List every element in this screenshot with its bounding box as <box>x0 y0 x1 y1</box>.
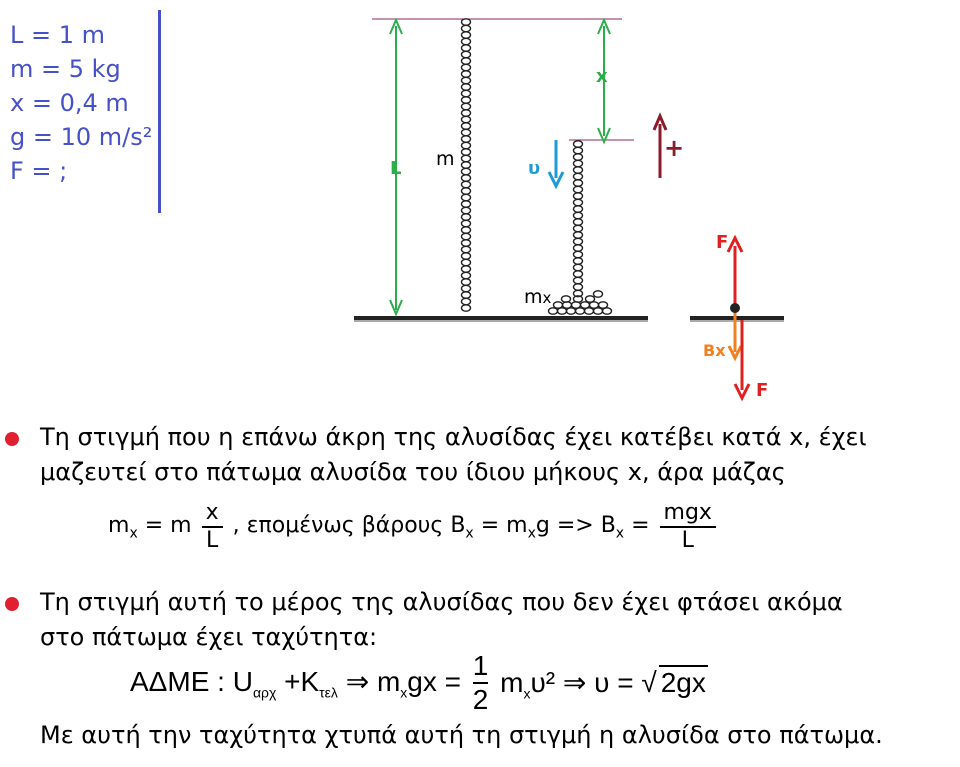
chain-link <box>462 266 471 272</box>
chain-link <box>462 214 471 220</box>
given-displacement: x = 0,4 m <box>10 89 129 117</box>
bullet-1 <box>5 432 19 446</box>
chain-link <box>462 142 471 148</box>
equation-1: $m_x = m$ $\frac{x}{L}$ , επομένως βάρους $B_x = m_xg => B_x$ = $\frac{\text{mgx}}{L}$ <box>108 500 719 554</box>
chain-link <box>574 206 583 212</box>
chain-link <box>462 38 471 44</box>
chain-link <box>462 279 471 285</box>
chain-link <box>574 186 583 192</box>
given-unknown-force: F = ; <box>10 157 68 185</box>
chain-link <box>574 232 583 238</box>
chain-link <box>549 308 558 314</box>
chain-link <box>574 245 583 251</box>
contact-point <box>730 303 740 313</box>
equation-2: ΑΔΜΕ : $U_{\alpha\rho\chi} +K_{\tau\varepsilon\lambda}$ ⇒ $m_xgx$ = $\frac{1}{2}$ $m_x\upsilon^2$ ⇒ υ = √ 2gx <box>130 650 706 715</box>
chain-link <box>462 240 471 246</box>
chain-link <box>462 188 471 194</box>
chain-link <box>462 207 471 213</box>
chain-link <box>574 238 583 244</box>
chain-link <box>462 259 471 265</box>
chain-link <box>574 167 583 173</box>
chain-link <box>574 199 583 205</box>
chain-link <box>574 173 583 179</box>
force-up-label: F <box>716 232 729 253</box>
chain-link <box>462 64 471 70</box>
paragraph-2: Τη στιγμή αυτή το μέρος της αλυσίδας που δεν έχει φτάσει ακόμα στο πάτωμα έχει ταχύτητα: <box>40 588 843 651</box>
chain-link <box>462 305 471 311</box>
chain-link <box>574 193 583 199</box>
chain-link <box>462 97 471 103</box>
chain-link <box>462 103 471 109</box>
chain-link <box>462 25 471 31</box>
chain-link <box>462 51 471 57</box>
paragraph-1: Τη στιγμή που η επάνω άκρη της αλυσίδας έχει κατέβει κατά x, έχει μαζευτεί στο πάτωμα αλυσίδα του ίδιου μήκους x, άρα μάζας <box>40 423 867 486</box>
chain-link <box>462 272 471 278</box>
chain-link <box>462 116 471 122</box>
chain-link <box>462 181 471 187</box>
weight-label: Bx <box>703 341 726 360</box>
chain-link <box>462 110 471 116</box>
force-down-label: F <box>756 380 769 401</box>
chain-link <box>574 154 583 160</box>
chain-link <box>574 271 583 277</box>
chain-link <box>574 284 583 290</box>
given-length: L = 1 m <box>10 21 106 49</box>
chain-link <box>462 90 471 96</box>
chain-link <box>462 32 471 38</box>
chain-link <box>462 149 471 155</box>
chain-link <box>462 201 471 207</box>
chain-link <box>581 302 590 308</box>
falling-chain <box>574 141 583 297</box>
chain-link <box>594 291 603 297</box>
chain-link <box>462 194 471 200</box>
chain-link <box>462 45 471 51</box>
force-diagram-ground <box>690 316 784 320</box>
mass-label: m <box>436 148 455 170</box>
chain-pile <box>549 291 612 314</box>
full-chain <box>462 19 471 311</box>
chain-link <box>462 220 471 226</box>
chain-link <box>462 123 471 129</box>
chain-link <box>462 71 471 77</box>
pile-mass-label: mx <box>524 286 552 308</box>
chain-link <box>574 251 583 257</box>
chain-link <box>462 155 471 161</box>
chain-link <box>462 298 471 304</box>
plus-sign-label: + <box>664 134 685 162</box>
chain-link <box>574 212 583 218</box>
chain-link <box>574 225 583 231</box>
displacement-label: x <box>596 66 608 87</box>
chain-link <box>462 19 471 25</box>
chain-link <box>574 147 583 153</box>
chain-link <box>574 264 583 270</box>
chain-link <box>574 160 583 166</box>
chain-link <box>462 292 471 298</box>
chain-link <box>574 141 583 147</box>
chain-link <box>462 162 471 168</box>
length-label: L <box>390 158 402 179</box>
chain-link <box>574 258 583 264</box>
chain-link <box>462 233 471 239</box>
chain-link <box>462 129 471 135</box>
given-mass: m = 5 kg <box>10 55 121 83</box>
chain-link <box>462 84 471 90</box>
chain-link <box>462 253 471 259</box>
chain-link <box>462 285 471 291</box>
ground-line <box>354 316 648 320</box>
chain-link <box>574 219 583 225</box>
chain-link <box>462 175 471 181</box>
velocity-label: υ <box>528 158 541 179</box>
chain-link <box>462 168 471 174</box>
chain-link <box>462 77 471 83</box>
conclusion-text: Με αυτή την ταχύτητα χτυπά αυτή τη στιγμή η αλυσίδα στο πάτωμα. <box>40 721 883 749</box>
chain-link <box>462 136 471 142</box>
chain-link <box>574 277 583 283</box>
chain-link <box>574 180 583 186</box>
given-gravity: g = 10 m/s² <box>10 123 153 151</box>
chain-link <box>586 296 595 302</box>
chain-link <box>554 302 563 308</box>
chain-link <box>462 227 471 233</box>
chain-link <box>462 58 471 64</box>
bullet-2 <box>5 597 19 611</box>
chain-link <box>462 246 471 252</box>
chain-link <box>599 302 608 308</box>
